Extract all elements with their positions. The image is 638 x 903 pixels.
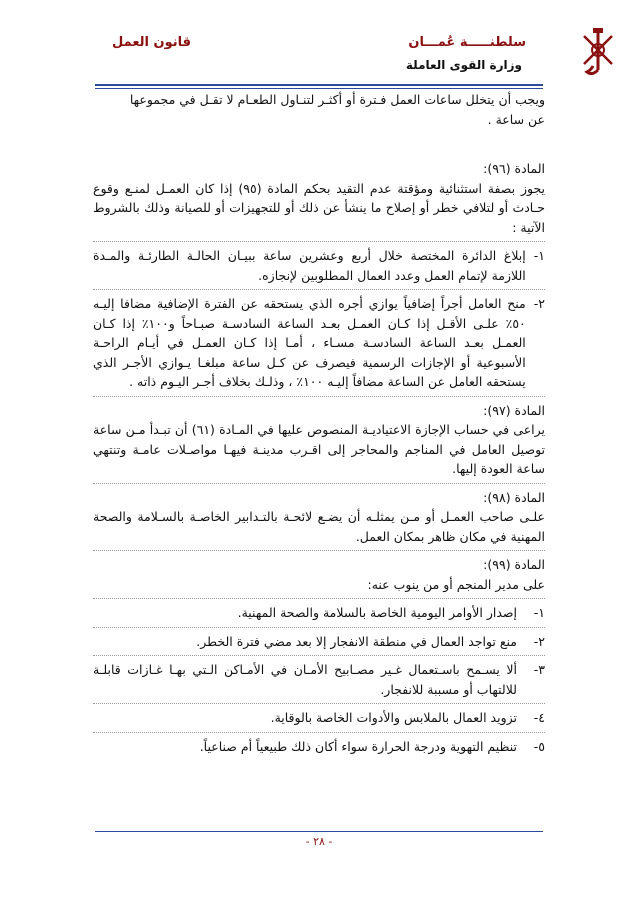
header-rule [95, 84, 543, 86]
divider [93, 598, 545, 599]
article-99-item-5 [93, 737, 545, 757]
article-98-heading: المادة (٩٨): [483, 489, 545, 505]
ministry-name: وزارة القوى العاملة [405, 58, 522, 72]
article-99-item-1 [93, 603, 545, 623]
item-text: إبلاغ الدائرة المختصة خلال أربع وعشرين ساعة ببيـان الحالـة الطارئـة والمـدة اللازمة لإتمام العمل وعدد العمال المطلوبين لإنجازه. [93, 248, 526, 283]
article-99-intro: على مدير المنجم أو من ينوب عنه: [367, 576, 545, 592]
article-96-text: يجوز بصفة استثنائية ومؤقتة عدم التقيد بحكم المادة (٩٥) إذا كان العمـل لمنـع وقوع حـادث أو لتلافي خطر أو إصلاح ما ينشأ عن ذلك أو للتجهيزات أو للصيانة وذلك بالشروط الآتية : [93, 180, 545, 235]
item-text: إصدار الأوامر اليومية الخاصة بالسلامة والصحة المهنية. [237, 605, 517, 620]
article-96-item-1 [93, 246, 545, 285]
item-text: منح العامل أجراً إضافياً يوازي أجره الذي يستحقه عن الفترة الإضافية مضافا إليـه ٥٠٪ علـى الأقـل إذا كـان العمـل بعـد الساعة السادسـة صبـاحاً و١٠٠٪ إذا كـان العمـل بعـد الساعة السادسـة مسـاء ، أمـا إذا كـان العمـل في أيـام الراحـة الأسبوعية أو الإجازات الرسمية فيصرف عن كـل ساعة مبلغـا يـوازي الأجـر الذي يستحقه العامل عن الساعة مضافاً إليـه ١٠٠٪ ، وذلـك بخلاف أجـر اليـوم ذاته . [93, 296, 526, 389]
divider [93, 655, 545, 656]
footer-rule [95, 831, 543, 832]
item-number: ١- [533, 248, 545, 263]
item-text: ألا يسـمح باسـتعمال غـير مصـابيح الأمـان في الأمـاكن الـتي بهـا غـازات قابلـة للالتهاب أو مسببة للانفجار. [93, 662, 517, 697]
intro-line-1: ويجب أن يتخلل ساعات العمل فـترة أو أكثـر لتنـاول الطعـام لا تقـل في مجموعها [129, 92, 545, 107]
item-number: ٤- [533, 710, 545, 725]
country-name: سلطنـــــة عُمـــان [408, 35, 526, 50]
page-number: - ٢٨ - [305, 835, 333, 848]
article-97-text: يراعى في حساب الإجازة الاعتياديـة المنصوص عليها في المـادة (٦١) أن تبـدأ مـن ساعة توصيل العامل في المناجم والمحاجر إلى اقـرب مدينـة فيهـا مواصـلات عامـة وتنتهي ساعة العودة إليها. [93, 422, 545, 476]
item-number: ٢- [533, 633, 545, 649]
item-text: منع تواجد العمال في منطقة الانفجار إلا بعد مضي فترة الخطر. [196, 633, 517, 649]
divider [93, 732, 545, 733]
item-number: ٥- [533, 738, 545, 754]
divider [93, 703, 545, 704]
item-number: ٢- [533, 296, 545, 311]
article-99-heading: المادة (٩٩): [483, 557, 545, 572]
divider [93, 396, 545, 397]
divider [93, 627, 545, 628]
header-rule-thin [95, 88, 543, 89]
article-97-heading: المادة (٩٧): [483, 402, 545, 418]
oman-emblem-icon [578, 26, 618, 78]
item-text: تزويد العمال بالملابس والأدوات الخاصة بالوقاية. [270, 710, 517, 725]
document-body [93, 90, 545, 756]
item-number: ١- [533, 605, 545, 620]
intro-line-2: عن ساعة . [487, 111, 545, 127]
article-96-item-2 [93, 294, 545, 392]
article-99-item-4 [93, 708, 545, 728]
article-98-text: علـى صاحب العمـل أو مـن يمثلـه أن يضـع لائحـة بالتـدابير الخاصـة بالسـلامة والصحة المهنية في مكان ظاهر بمكان العمل. [93, 509, 545, 544]
divider [93, 550, 545, 551]
item-text: تنظيم التهوية ودرجة الحرارة سواء أكان ذلك طبيعياً أم صناعياً. [199, 738, 517, 754]
law-title: قانون العمل [112, 35, 192, 50]
article-96-heading: المادة (٩٦): [483, 161, 545, 176]
divider [93, 241, 545, 242]
divider [93, 483, 545, 484]
item-number: ٣- [533, 662, 545, 677]
article-99-item-3 [93, 660, 545, 699]
divider [93, 289, 545, 290]
article-99-item-2 [93, 632, 545, 652]
